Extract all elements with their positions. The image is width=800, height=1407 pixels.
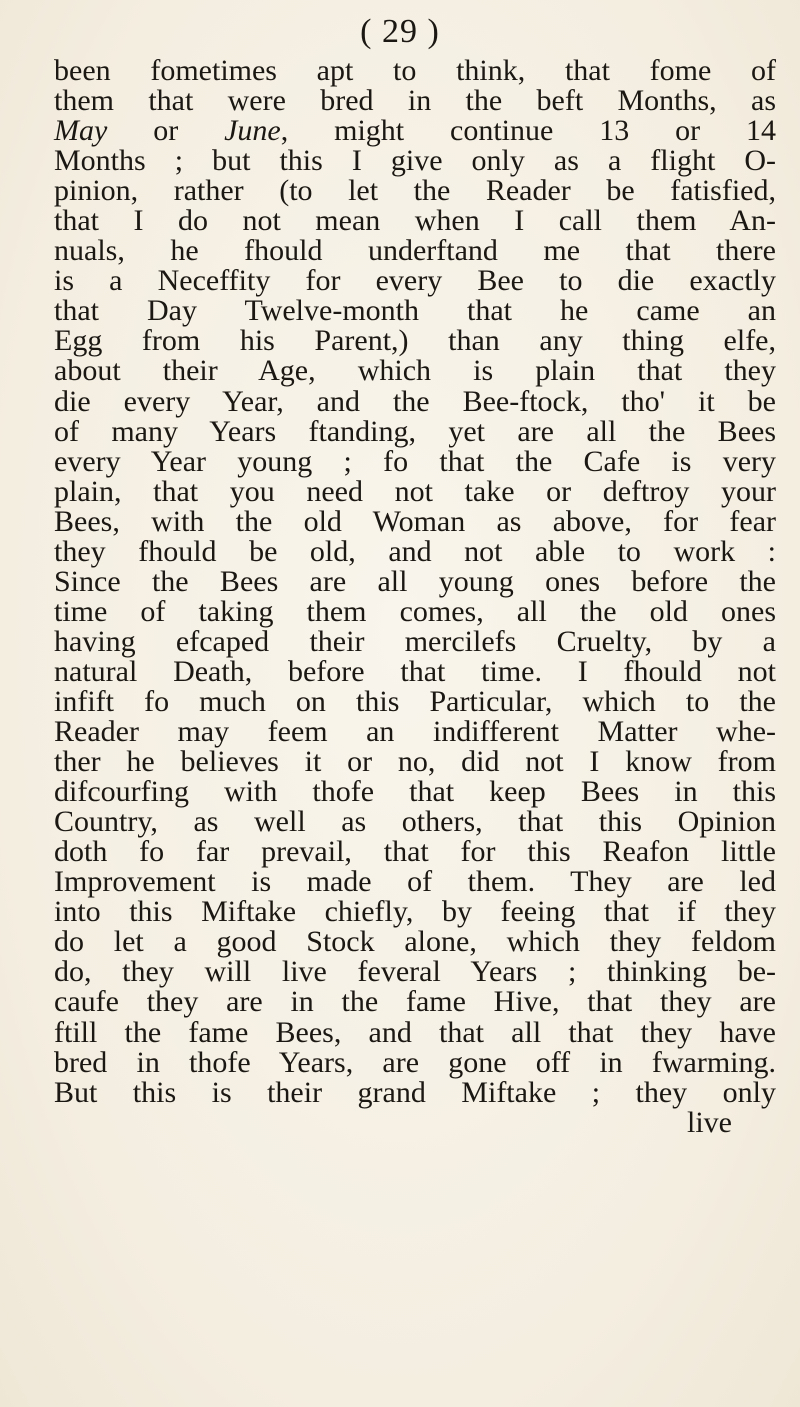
text-line: been fometimes apt to think, that fome of xyxy=(54,54,776,87)
text-line: that I do not mean when I call them An- xyxy=(54,204,776,238)
text-line: difcourfing with thofe that keep Bees in this xyxy=(54,775,776,809)
page-number: ( 29 ) xyxy=(360,13,440,50)
text-line: of many Years ftanding, yet are all the Bees xyxy=(54,414,776,448)
text-line: Reader may feem an indifferent Matter whe- xyxy=(54,715,776,749)
text-line: ther he believes it or no, did not I know from xyxy=(54,745,776,779)
text-line: they fhould be old, and not able to work : xyxy=(54,534,776,568)
text-line: natural Death, before that time. I fhould not xyxy=(54,654,776,688)
text-line: caufe they are in the fame Hive, that they are xyxy=(54,985,776,1019)
text-line: is a Neceffity for every Bee to die exactly xyxy=(54,264,776,298)
text-line: plain, that you need not take or deftroy your xyxy=(54,474,776,508)
text-line: nuals, he fhould underftand me that there xyxy=(54,234,776,268)
text-line: Improvement is made of them. They are led xyxy=(54,865,776,899)
text-line: do, they will live feveral Years ; thinking be- xyxy=(54,955,776,989)
text-line: them that were bred in the beft Months, as xyxy=(54,84,776,118)
text-line: Bees, with the old Woman as above, for fear xyxy=(54,504,776,538)
text-line: that Day Twelve-month that he came an xyxy=(54,294,776,328)
text-line: infift fo much on this Particular, which to the xyxy=(54,684,776,718)
catchword: live xyxy=(687,1105,732,1139)
text-line: bred in thofe Years, are gone off in fwarming. xyxy=(54,1045,776,1079)
text-line: every Year young ; fo that the Cafe is very xyxy=(54,444,776,478)
text-line: pinion, rather (to let the Reader be fatisfied, xyxy=(54,174,776,208)
text-line: having efcaped their mercilefs Cruelty, by a xyxy=(54,624,776,658)
text-line: Months ; but this I give only as a flight O- xyxy=(54,144,776,178)
text-line: ftill the fame Bees, and that all that they have xyxy=(54,1015,776,1049)
text-line: But this is their grand Miftake ; they only xyxy=(54,1075,776,1109)
text-line: do let a good Stock alone, which they feldom xyxy=(54,925,776,959)
text-line: into this Miftake chiefly, by feeing that if they xyxy=(54,895,776,929)
italic-word: June xyxy=(224,114,281,148)
text-line: May or June, might continue 13 or 14 xyxy=(54,114,776,148)
text-line: die every Year, and the Bee-ftock, tho' it be xyxy=(54,384,776,418)
text-line: Country, as well as others, that this Opinion xyxy=(54,805,776,839)
text-line: about their Age, which is plain that they xyxy=(54,354,776,388)
text-line: time of taking them comes, all the old ones xyxy=(54,594,776,628)
text-line: Egg from his Parent,) than any thing elfe, xyxy=(54,324,776,358)
italic-word: May xyxy=(54,114,108,148)
text-line: Since the Bees are all young ones before the xyxy=(54,564,776,598)
text-line: doth fo far prevail, that for this Reafon little xyxy=(54,835,776,869)
body-text xyxy=(54,56,776,1138)
